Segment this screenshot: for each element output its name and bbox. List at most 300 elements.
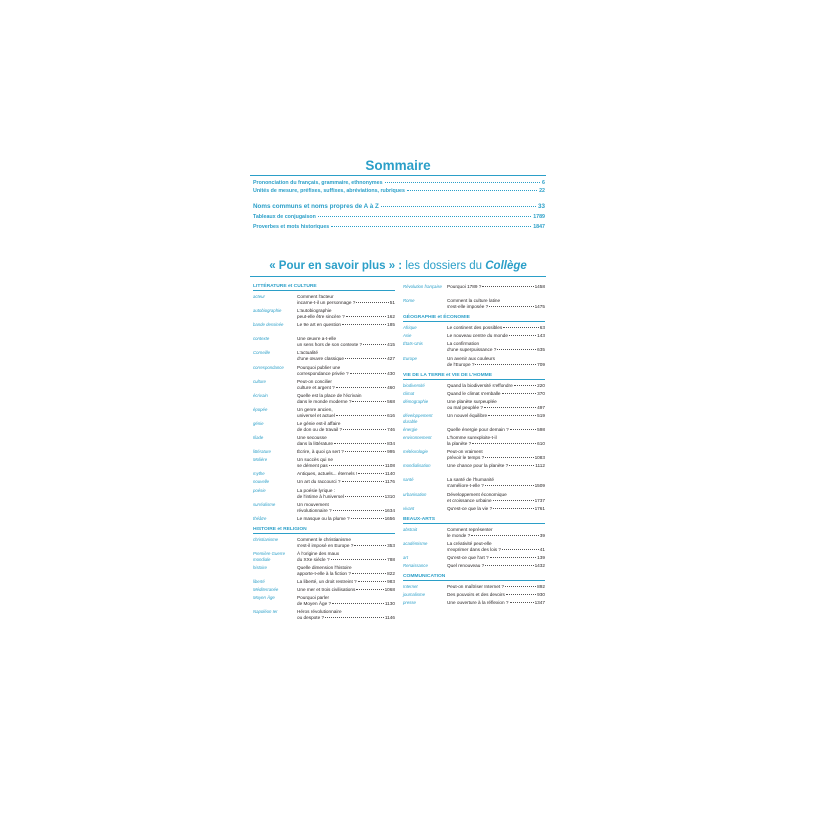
dossiers-title (250, 260, 546, 272)
dot-leader (356, 302, 388, 303)
entry-keyword: journalisme (403, 592, 425, 598)
title-rule (250, 175, 546, 176)
entry-line: Quand le climat s'emballe (447, 390, 501, 396)
entry-line: ou mal peuplée ? (447, 404, 483, 410)
entry-text (447, 555, 545, 561)
entry-keyword: épopée (253, 406, 268, 412)
entry-text (447, 391, 545, 397)
entry-keyword: Napoléon Ier (253, 609, 278, 615)
dot-leader (331, 559, 387, 560)
entry-line: s'est-elle imposée ? (447, 304, 489, 310)
section-heading (403, 315, 545, 322)
entry-line: de Moyen Âge ? (297, 601, 332, 607)
entry-keyword: santé (403, 477, 414, 483)
entry-text (447, 427, 545, 433)
entry-page: 568 (387, 398, 395, 404)
entry-line: de l'intime à l'universel (297, 493, 344, 499)
entry-line: s'exprimer dans des lois ? (447, 546, 502, 552)
entry-text (297, 393, 395, 405)
entry-line: L'autobiographie (297, 308, 332, 314)
toc-label: Noms communs et noms propres de A à Z (253, 203, 379, 210)
entry-line: apporte-t-elle à la fiction ? (297, 571, 351, 576)
entry-line: Un art du raccourci ? (297, 479, 341, 485)
entry-page: 1761 (534, 505, 545, 511)
entry-line: s'est-il imposé en Europe ? (297, 542, 354, 548)
entry-line: Peut-on vraiment (447, 449, 483, 455)
dot-leader (336, 387, 386, 388)
section-label: GÉOGRAPHIE et ÉCONOMIE (403, 315, 545, 322)
sommaire-title: Sommaire (365, 158, 431, 173)
dot-leader (334, 443, 386, 444)
entry-keyword: énergie (403, 427, 418, 432)
entry-text (447, 399, 545, 411)
entry-text (447, 563, 545, 569)
entry-page: 822 (387, 571, 395, 576)
entry-keyword: Iliade (253, 435, 264, 440)
entry-keyword: biodiversité (403, 382, 425, 388)
entry-page: 1146 (384, 615, 395, 621)
dot-leader (503, 327, 539, 328)
entry-page: 353 (387, 542, 395, 548)
entry-line: La confirmation (447, 341, 480, 347)
entry-keyword: Europe (403, 355, 417, 361)
entry-text (297, 471, 395, 477)
entry-line: Un avenir aux couleurs (447, 355, 495, 361)
entry-page: 41 (539, 546, 545, 552)
entry-keyword: acteur (253, 294, 265, 299)
entry-line: Un nouvel équilibre (447, 412, 488, 418)
entry-keyword: vivant (403, 505, 415, 511)
entry-line: À l'origine des maux (297, 550, 340, 556)
entry-text (297, 421, 395, 433)
entry-keyword: culture (253, 378, 266, 384)
toc-row[interactable] (253, 188, 545, 194)
entry-line: Peut-on maîtriser Internet ? (447, 584, 505, 590)
entry-line: Une œuvre a-t-elle (297, 336, 337, 342)
entry-line: Comment le christianisme (297, 536, 351, 542)
entry-page: 39 (539, 532, 545, 538)
entry-page: 1347 (534, 600, 545, 606)
entry-keyword: art (403, 554, 409, 560)
entry-text (447, 492, 545, 504)
entry-line: Pourquoi parler (297, 595, 330, 601)
dot-leader (332, 603, 384, 604)
entry-keyword: écrivain (253, 392, 268, 398)
entry-page: 930 (537, 592, 545, 598)
dot-leader (502, 393, 537, 394)
entry-page: 63 (539, 325, 545, 331)
dot-leader (325, 617, 384, 618)
entry-page: 995 (387, 449, 395, 455)
section-heading (403, 574, 545, 581)
entry-page: 1737 (534, 497, 545, 503)
dossiers-title-prefix: « Pour en savoir plus » : (269, 260, 406, 272)
entry-line: Développement économique (447, 491, 507, 497)
toc-label: Unités de mesure, préfixes, suffixes, abréviations, rubriques (253, 188, 405, 194)
entry-line: Peut-on concilier (297, 378, 332, 384)
entry-page: 519 (537, 412, 545, 418)
entry-text (297, 336, 395, 348)
entry-line: Comment l'acteur (297, 294, 334, 299)
dot-leader (514, 385, 536, 386)
entry-text (297, 502, 395, 514)
section-label: BEAUX-ARTS (403, 517, 545, 524)
entry-keyword: bande dessinée (253, 322, 284, 328)
entry-keyword: Afrique (403, 325, 417, 331)
dossiers-title-mid: les dossiers du (405, 260, 486, 272)
entry-text (447, 333, 545, 339)
entry-line: Écrire, à quoi ça sert ? (297, 449, 344, 455)
entry-page: 143 (537, 333, 545, 339)
entry-text (447, 383, 545, 389)
entry-line: Le nouveau centre du monde (447, 333, 508, 339)
entry-line: se dément pas (297, 463, 328, 469)
section-heading (253, 284, 395, 291)
entry-keyword: mondialisation (403, 463, 431, 469)
dot-leader (336, 415, 386, 416)
section-label: LITTÉRATURE et CULTURE (253, 284, 395, 291)
entry-keyword: urbanisation (403, 491, 427, 497)
entry-page: 1475 (534, 304, 545, 310)
entry-line: correspondance privée ? (297, 370, 349, 376)
entry-text (297, 609, 395, 621)
entry-text (297, 537, 395, 549)
entry-line: la planète ? (447, 441, 472, 447)
dot-leader (502, 549, 539, 550)
book-page (250, 158, 546, 668)
entry-keyword: contexte (253, 336, 270, 342)
entry-line: La créativité peut-elle (447, 540, 492, 546)
dot-leader (346, 316, 386, 317)
entry-line: du XXe siècle ? (297, 556, 330, 562)
entry-line: Le 9e art en question (297, 322, 342, 328)
dot-leader (509, 335, 536, 336)
entry-page: 1176 (384, 479, 395, 485)
dot-leader (493, 500, 534, 501)
dot-leader (345, 451, 386, 452)
entry-line: Une chance pour la planète ? (447, 463, 509, 469)
entry-text (297, 579, 395, 585)
entry-line: prévoir le temps ? (447, 455, 485, 461)
dot-leader (485, 457, 533, 458)
dot-leader (350, 373, 387, 374)
entry-text (297, 407, 395, 419)
entry-page: 788 (387, 556, 395, 562)
toc-row[interactable] (253, 180, 545, 186)
entry-keyword: États-Unis (403, 341, 423, 347)
entry-keyword: nouvelle (253, 479, 270, 485)
entry-keyword: théâtre (253, 515, 267, 521)
toc-row[interactable] (253, 224, 545, 230)
entry-text (447, 584, 545, 590)
dot-leader (358, 473, 384, 474)
entry-keyword: académisme (403, 540, 428, 546)
entry-keyword: Corneille (253, 350, 270, 356)
entry-page: 162 (387, 314, 395, 320)
entry-text (447, 413, 545, 419)
entry-page: 1112 (535, 463, 545, 469)
entry-page: 1310 (384, 493, 395, 499)
entry-text (297, 379, 395, 391)
dossiers-title-italic: Collège (485, 260, 527, 272)
entry-line: Pourquoi 1789 ? (447, 284, 482, 289)
entry-line: Quand la biodiversité s'effondre (447, 382, 513, 388)
entry-page: 616 (387, 412, 395, 418)
entry-page: 1432 (534, 563, 545, 568)
entry-page: 610 (537, 441, 545, 447)
dot-leader (482, 286, 533, 287)
entry-line: Le masque ou la plume ? (297, 515, 350, 521)
entry-line: Qu'est-ce que l'art ? (447, 554, 489, 560)
entry-line: L'actualité (297, 350, 318, 356)
entry-keyword: surréalisme (253, 501, 276, 507)
dot-leader (381, 206, 536, 207)
entry-page: 51 (389, 300, 395, 305)
entry-line: Quelle énergie pour demain ? (447, 427, 509, 432)
entry-line: révolutionnaire ? (297, 507, 332, 513)
entry-page: 1108 (384, 463, 395, 469)
entry-line: La poésie lyrique : (297, 487, 336, 493)
dot-leader (342, 481, 384, 482)
entry-keyword: mythe (253, 471, 265, 477)
entry-text (297, 565, 395, 577)
entry-text (447, 527, 545, 539)
entry-page: 635 (537, 347, 545, 353)
entry-line: La santé de l'humanité (447, 477, 495, 483)
section-label: HISTOIRE et RELIGION (253, 527, 395, 534)
entry-line: Antiques, actuels... éternels ! (297, 471, 358, 477)
entry-keyword: environnement (403, 435, 432, 441)
entry-page: 1140 (384, 471, 395, 477)
dot-leader (497, 349, 536, 350)
entry-line: le monde ? (447, 532, 471, 538)
dot-leader (471, 535, 539, 536)
entry-page: 460 (387, 384, 395, 390)
entry-text (447, 463, 545, 469)
entry-text (447, 284, 545, 290)
section-label: COMMUNICATION (403, 574, 545, 581)
dot-leader (385, 182, 541, 183)
entry-line: Le continent des possibles (447, 325, 503, 331)
entry-keyword: christianisme (253, 536, 279, 542)
entry-page: 220 (537, 382, 545, 388)
entry-line: Quelle dimension l'histoire (297, 565, 352, 570)
entry-text (297, 435, 395, 447)
entry-line: Une mer et trois civilisations (297, 587, 356, 593)
dot-leader (506, 594, 536, 595)
entry-text (447, 592, 545, 598)
entry-line: Une planète surpeuplée (447, 398, 497, 404)
entry-page: 1083 (534, 455, 545, 461)
entry-line: Héros révolutionnaire (297, 609, 342, 615)
entry-keyword: génie (253, 420, 264, 426)
entry-line: Pourquoi publier une (297, 364, 341, 370)
toc-page: 1847 (533, 224, 545, 230)
toc-label: Proverbes et mots historiques (253, 224, 330, 230)
dot-leader (489, 306, 533, 307)
entry-text (297, 457, 395, 469)
toc-row[interactable] (253, 214, 545, 220)
dot-leader (343, 429, 386, 430)
dot-leader (475, 364, 536, 365)
entry-keyword: littérature (253, 449, 271, 455)
entry-keyword: développement durable (403, 412, 433, 424)
entry-keyword: autobiographie (253, 308, 282, 314)
dot-leader (333, 510, 384, 511)
dot-leader (345, 496, 384, 497)
entry-line: dans le monde moderne ? (297, 398, 352, 404)
entry-line: Un mouvement (297, 501, 329, 507)
entry-line: un sens hors de son contexte ? (297, 342, 363, 348)
entry-text (297, 595, 395, 607)
dot-leader (358, 581, 387, 582)
entry-page: 892 (537, 584, 545, 590)
entry-line: Le génie est-il affaire (297, 420, 341, 426)
dot-leader (352, 573, 386, 574)
section-heading (403, 373, 545, 380)
entry-text (297, 551, 395, 563)
entry-page: 185 (387, 322, 395, 328)
toc-page: 1789 (533, 214, 545, 220)
entry-line: incarne-t-il un personnage ? (297, 300, 356, 305)
section-label: VIE DE LA TERRE et VIE DE L'HOMME (403, 373, 545, 380)
entry-line: de don ou de travail ? (297, 426, 343, 432)
entry-line: s'améliore-t-elle ? (447, 483, 484, 489)
entry-page: 370 (537, 390, 545, 396)
dot-leader (510, 429, 536, 430)
entry-page: 746 (387, 426, 395, 432)
entry-page: 497 (537, 404, 545, 410)
entry-page: 709 (537, 361, 545, 367)
entry-keyword: poésie (253, 487, 266, 493)
entry-keyword: liberté (253, 579, 265, 585)
dot-leader (472, 443, 536, 444)
entry-text (447, 435, 545, 447)
dot-leader (352, 401, 386, 402)
entry-page: 1509 (534, 483, 545, 489)
dossiers-rule (250, 276, 546, 277)
entry-keyword: histoire (253, 565, 267, 570)
entry-text (297, 294, 395, 306)
entry-keyword: Rome (403, 298, 415, 304)
entry-page: 1634 (384, 507, 395, 513)
dot-leader (509, 465, 534, 466)
entry-text (297, 350, 395, 362)
entry-line: universel et actuel (297, 412, 335, 418)
dot-leader (363, 344, 386, 345)
section-heading (253, 527, 395, 534)
toc-page: 22 (539, 188, 545, 194)
entry-page: 1458 (534, 284, 545, 289)
entry-keyword: Moyen Âge (253, 595, 275, 601)
entry-text (297, 479, 395, 485)
entry-line: Un genre ancien, (297, 406, 333, 412)
entry-page: 1656 (384, 515, 395, 521)
entry-text (447, 449, 545, 461)
entry-line: Des pouvoirs et des devoirs (447, 592, 505, 598)
toc-row[interactable] (253, 203, 545, 210)
entry-line: La liberté, un droit restreint ? (297, 579, 357, 585)
entry-line: Quelle est la place de l'écrivain (297, 392, 362, 398)
dot-leader (493, 508, 533, 509)
dot-leader (484, 407, 536, 408)
entry-keyword: Asie (403, 333, 412, 339)
entry-page: 430 (387, 370, 395, 376)
entry-keyword: Méditerranée (253, 587, 279, 593)
entry-line: Comment représenter (447, 526, 493, 532)
dot-leader (356, 589, 383, 590)
entry-line: ou despote ? (297, 615, 325, 621)
toc-label: Prononciation du français, grammaire, ethnonymes (253, 180, 383, 186)
entry-text (297, 516, 395, 522)
entry-page: 1130 (384, 601, 395, 607)
entry-text (447, 600, 545, 606)
entry-line: de l'Europe ? (447, 361, 475, 367)
dot-leader (510, 602, 534, 603)
dot-leader (342, 324, 386, 325)
entry-text (297, 308, 395, 320)
entry-text (447, 341, 545, 353)
entry-keyword: presse (403, 600, 416, 606)
entry-line: L'homme surexploite-t-il (447, 435, 497, 441)
dot-leader (485, 565, 533, 566)
entry-text (447, 356, 545, 368)
dot-leader (318, 216, 531, 217)
dot-leader (354, 545, 386, 546)
entry-keyword: correspondance (253, 364, 284, 370)
entry-line: Comment la culture latine (447, 298, 501, 304)
entry-keyword: Révolution française (403, 284, 442, 289)
toc-label: Tableaux de conjugaison (253, 214, 316, 220)
entry-text (297, 449, 395, 455)
dot-leader (488, 415, 536, 416)
entry-page: 427 (387, 356, 395, 362)
entry-line: Un succès qui ne (297, 457, 333, 463)
entry-text (447, 298, 545, 310)
dot-leader (490, 557, 537, 558)
entry-page: 1068 (384, 587, 395, 593)
entry-line: peut-elle être sincère ? (297, 314, 345, 320)
entry-page: 139 (537, 554, 545, 560)
entry-line: Quel renouveau ? (447, 563, 485, 568)
entry-page: 834 (387, 441, 395, 446)
entry-line: dans la littérature (297, 441, 333, 446)
entry-line: Qu'est-ce que la vie ? (447, 505, 493, 511)
entry-line: Une ouverture à la réflexion ? (447, 600, 509, 606)
toc-page: 6 (542, 180, 545, 186)
section-heading (403, 517, 545, 524)
entry-line: Une secousse (297, 435, 327, 440)
entry-line: et croissance urbaine (447, 497, 492, 503)
entry-text (447, 325, 545, 331)
entry-text (297, 488, 395, 500)
dot-leader (331, 226, 531, 227)
entry-line: d'une superpuissance ? (447, 347, 497, 353)
entry-page: 415 (387, 342, 395, 348)
entry-page: 983 (387, 579, 395, 585)
entry-keyword: Renaissance (403, 563, 428, 568)
entry-keyword: abstrait (403, 526, 418, 532)
entry-text (297, 365, 395, 377)
entry-text (447, 506, 545, 512)
entry-text (297, 587, 395, 593)
dot-leader (505, 586, 536, 587)
entry-keyword: climat (403, 390, 415, 396)
dot-leader (329, 465, 384, 466)
entry-page: 598 (537, 427, 545, 432)
entry-keyword: Molière (253, 457, 268, 463)
dot-leader (407, 190, 537, 191)
